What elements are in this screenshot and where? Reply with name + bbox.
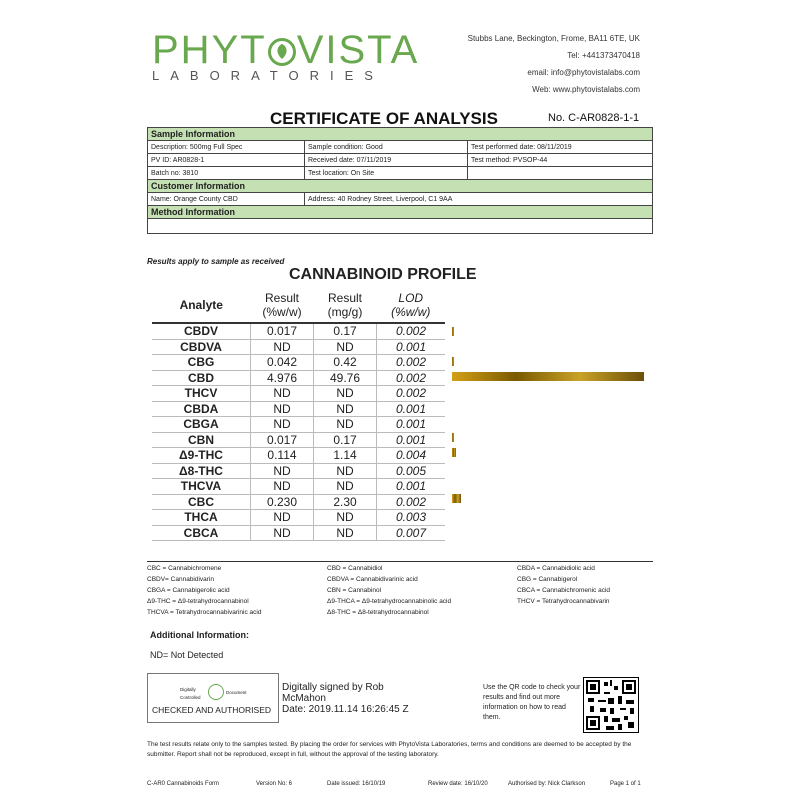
result-mg: ND [314,339,377,355]
table-row [152,525,445,541]
legend-item: Δ9-THC = Δ9-tetrahydrocannabinol [147,598,249,605]
lod-value: 0.002 [377,355,446,371]
table-row [152,323,445,339]
analyte-header: Analyte [152,288,251,323]
tel-line: Tel: +441373470418 [567,51,640,60]
analyte-name: CBDV [152,323,251,339]
profile-title: CANNABINOID PROFILE [289,266,477,283]
review-date: Review date: 16/10/20 [428,781,488,787]
email-link[interactable]: email: info@phytovistalabs.com [527,68,640,77]
stamp-document: Document [226,690,247,695]
table-row [152,463,445,479]
table-row [152,494,445,510]
stamp-digitally: Digitally [180,687,196,692]
signature-stamp [147,673,279,723]
lod-value: 0.002 [377,323,446,339]
leaf-icon [268,38,296,66]
analyte-name: Δ9-THC [152,448,251,464]
result-pct: ND [251,479,314,495]
lod-header-a: LOD [398,291,424,305]
legend-item: THCV = Tetrahydrocannabivarin [517,598,610,605]
result-pct: 0.042 [251,355,314,371]
result-pct: 0.017 [251,323,314,339]
nd-note: ND= Not Detected [150,650,224,660]
legend-item: Δ8-THC = Δ8-tetrahydrocannabinol [327,609,429,616]
result-pct-header [251,288,314,323]
logo-vista: VISTA [296,28,420,72]
result-bar [452,433,454,442]
address-line: Stubbs Lane, Beckington, Frome, BA11 6TE, UK [467,34,640,43]
document-title: CERTIFICATE OF ANALYSIS [270,109,498,128]
table-row [152,339,445,355]
pv-id-cell: PV ID: AR0828-1 [148,154,305,167]
result-mg-header-b: (mg/g) [327,305,363,319]
result-mg: 0.42 [314,355,377,371]
result-pct: ND [251,525,314,541]
result-mg: ND [314,417,377,433]
legend-item: CBC = Cannabichromene [147,565,222,572]
result-pct: ND [251,417,314,433]
legend-item: THCVA = Tetrahydrocannabivarinic acid [147,609,262,616]
authorised-by: Authorised by: Nick Clarkson [508,781,586,787]
form-name: C-AR0 Cannabinoids Form [147,781,220,787]
legend-item: CBCA = Cannabichromenic acid [517,587,611,594]
analyte-name: CBD [152,370,251,386]
lod-header-b: (%w/w) [391,305,431,319]
results-note: Results apply to sample as received [147,257,285,266]
legend-item: CBDVA = Cannabidivarinic acid [327,576,418,583]
version-number: Version No: 6 [256,781,293,787]
result-pct: 4.976 [251,370,314,386]
document-number: No. C-AR0828-1-1 [548,112,640,124]
table-row [152,510,445,526]
company-address [380,30,640,98]
logo-phyt: PHYT [152,28,267,72]
table-row [152,401,445,417]
lod-value: 0.002 [377,370,446,386]
logo-subtitle: LABORATORIES [152,68,384,83]
condition-cell: Sample condition: Good [305,141,468,154]
customer-address-cell: Address: 40 Rodney Street, Liverpool, C1 9AA [305,193,653,206]
sample-info-heading: Sample Information [148,128,653,141]
lod-value: 0.001 [377,339,446,355]
method-info-body [148,219,653,234]
result-pct-header-b: (%w/w) [262,305,302,319]
stamp-controlled: Controlled [180,695,201,700]
result-pct-header-a: Result [264,291,299,305]
table-row [152,386,445,402]
customer-info-heading: Customer Information [148,180,653,193]
signature-line-1: Digitally signed by Rob [282,682,384,693]
sample-info-table [147,127,653,234]
result-mg: 49.76 [314,370,377,386]
analyte-name: Δ8-THC [152,463,251,479]
page-number: Page 1 of 1 [610,781,641,787]
lod-value: 0.001 [377,417,446,433]
additional-info-heading: Additional Information: [150,630,249,640]
lod-value: 0.003 [377,510,446,526]
result-bar [452,448,456,457]
result-mg: 1.14 [314,448,377,464]
result-pct: ND [251,463,314,479]
legend-item: CBN = Cannabinol [327,587,382,594]
result-mg: 0.17 [314,323,377,339]
result-pct: 0.230 [251,494,314,510]
result-pct: ND [251,386,314,402]
result-pct: ND [251,510,314,526]
result-mg-header-a: Result [327,291,362,305]
result-mg: ND [314,401,377,417]
result-mg: ND [314,479,377,495]
digital-signature [282,682,409,715]
cannabinoid-rows [152,323,445,541]
result-mg: ND [314,510,377,526]
lod-value: 0.001 [377,432,446,448]
stamp-label: CHECKED AND AUTHORISED [152,705,272,715]
analyte-name: CBN [152,432,251,448]
result-bar [452,494,461,503]
method-cell: Test method: PVSOP-44 [468,154,653,167]
legend-item: CBD = Cannabidiol [327,565,383,572]
signature-line-3: Date: 2019.11.14 16:26:45 Z [282,704,409,715]
date-issued: Date issued: 16/10/19 [327,781,386,787]
stamp-left-text [180,686,201,702]
analyte-name: CBGA [152,417,251,433]
result-mg-header [314,288,377,323]
test-performed-cell: Test performed date: 08/11/2019 [468,141,653,154]
result-bar [452,372,644,381]
result-mg: 0.17 [314,432,377,448]
result-bar [452,357,454,366]
result-pct: ND [251,401,314,417]
analyte-name: THCV [152,386,251,402]
received-cell: Received date: 07/11/2019 [305,154,468,167]
analyte-name: CBDA [152,401,251,417]
method-info-heading: Method Information [148,206,653,219]
lod-value: 0.002 [377,494,446,510]
table-row [152,432,445,448]
legend-item: CBDA = Cannabidiolic acid [517,565,595,572]
result-pct: 0.017 [251,432,314,448]
stamp-logo-icon [208,684,224,700]
result-mg: ND [314,463,377,479]
description-cell: Description: 500mg Full Spec [148,141,305,154]
lod-value: 0.001 [377,479,446,495]
lod-value: 0.001 [377,401,446,417]
web-link[interactable]: Web: www.phytovistalabs.com [532,85,640,94]
legend-item: CBDV= Cannabidivarin [147,576,215,583]
table-row [152,479,445,495]
lod-value: 0.007 [377,525,446,541]
location-cell: Test location: On Site [305,167,468,180]
customer-name-cell: Name: Orange County CBD [148,193,305,206]
result-mg: 2.30 [314,494,377,510]
result-mg: ND [314,386,377,402]
lod-value: 0.005 [377,463,446,479]
result-pct: ND [251,339,314,355]
analyte-name: THCA [152,510,251,526]
table-row [152,370,445,386]
analyte-name: CBCA [152,525,251,541]
legend-item: Δ9-THCA = Δ9-tetrahydrocannabinolic acid [327,598,452,605]
analyte-name: THCVA [152,479,251,495]
table-row [152,355,445,371]
legend-item: CBGA = Cannabigerolic acid [147,587,230,594]
table-row [152,417,445,433]
empty-cell [468,167,653,180]
legend-item: CBG = Cannabigerol [517,576,578,583]
abbreviation-legend [147,561,653,622]
result-bar [452,327,454,336]
lod-value: 0.004 [377,448,446,464]
cannabinoid-table [152,288,445,541]
result-pct: 0.114 [251,448,314,464]
result-mg: ND [314,525,377,541]
qr-instructions: Use the QR code to check your results and find out more information on how to read them. [483,684,581,721]
disclaimer-text: The test results relate only to the samples tested. By placing the order for services with PhytoVista Laboratories, terms and conditions are deemed to be accepted by the submitter. Report shall not be reproduced, except in full, without the approval of the testing laboratory. [147,741,632,758]
signature-line-2: McMahon [282,693,326,704]
batch-cell: Batch no: 3810 [148,167,305,180]
analyte-name: CBC [152,494,251,510]
table-row [152,448,445,464]
lod-header [377,288,446,323]
analyte-name: CBDVA [152,339,251,355]
lod-value: 0.002 [377,386,446,402]
qr-code-icon[interactable] [583,677,639,733]
analyte-name: CBG [152,355,251,371]
